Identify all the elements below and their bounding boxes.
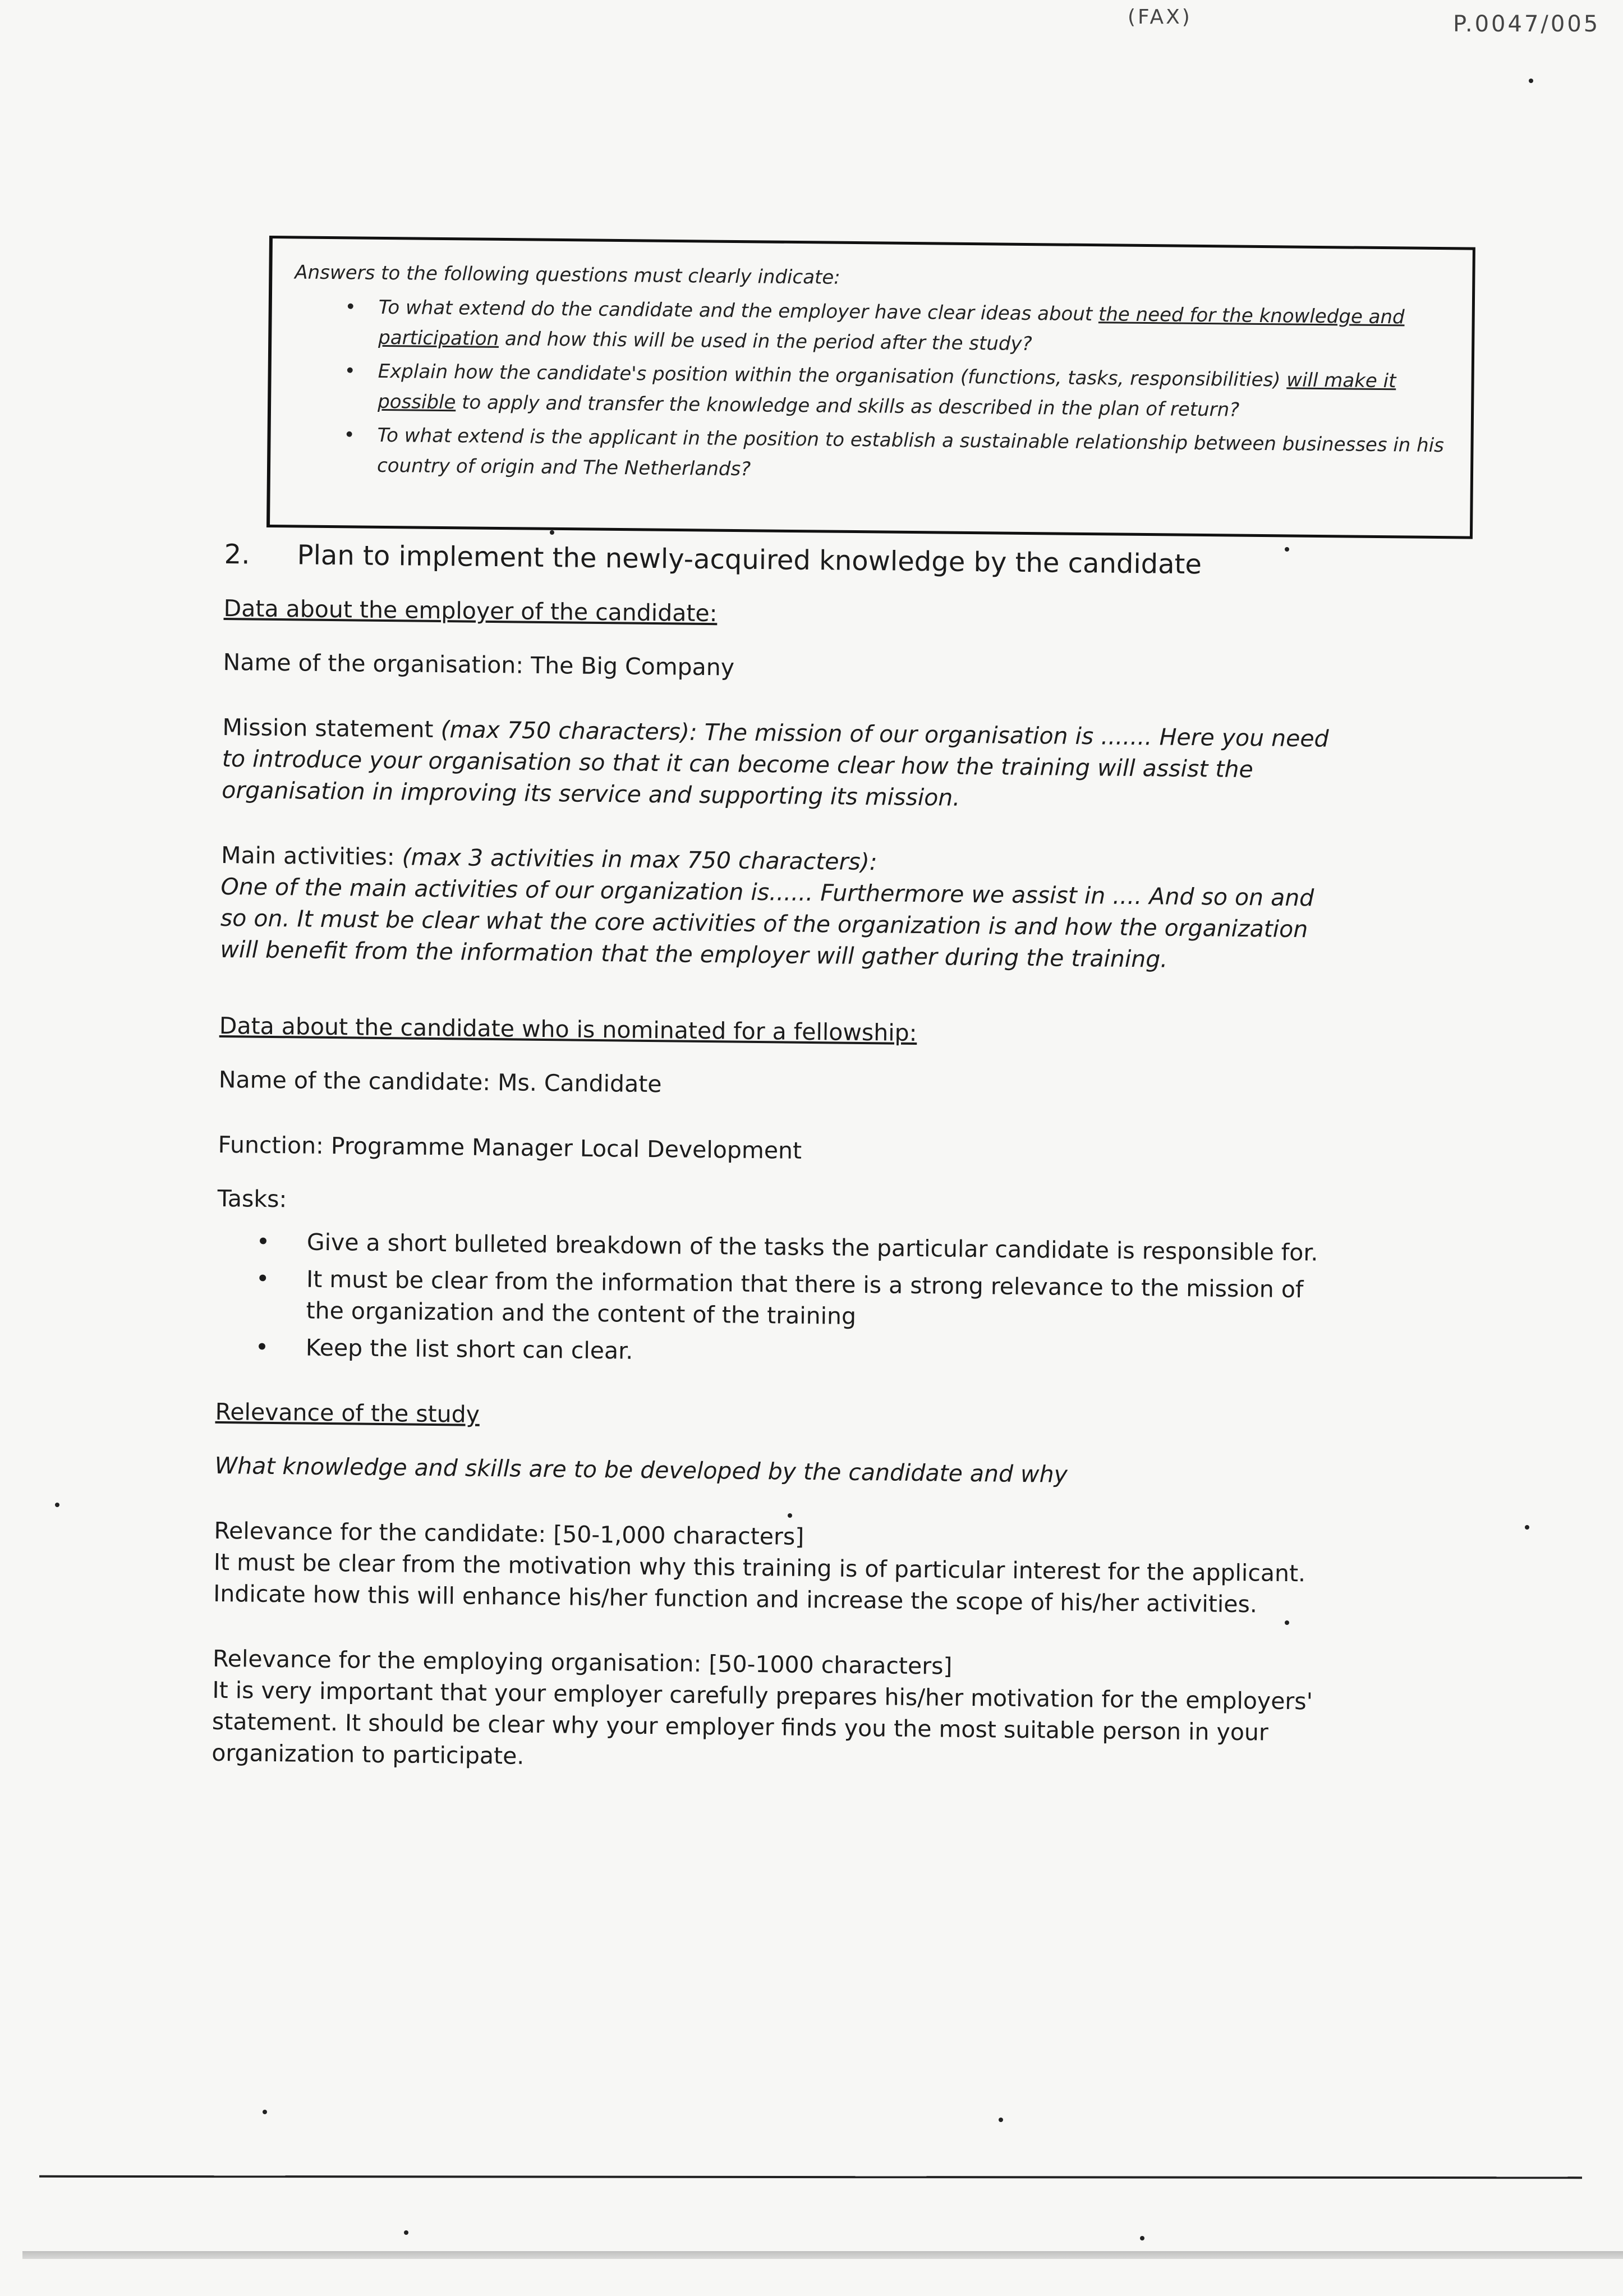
relevance-org-label: Relevance for the employing organisation: bbox=[212, 1645, 702, 1678]
instruction-item: • To what extend is the applicant in the position to establish a sustainable relationship between businesses in his country of origin and The Netherlands? bbox=[293, 419, 1449, 491]
relevance-org-text: It is very important that your employer carefully prepares his/her motivation for the employers' statement. It should be clear why your employer finds you the most suitable person in your organization to participate. bbox=[212, 1676, 1313, 1770]
candidate-function bbox=[218, 1129, 1340, 1172]
scan-speck bbox=[788, 1513, 792, 1518]
candidate-name-label: Name of the candidate: bbox=[218, 1066, 491, 1096]
task-item: • Give a short bulleted breakdown of the tasks the particular candidate is responsible for. bbox=[217, 1225, 1339, 1269]
scan-speck bbox=[999, 2118, 1003, 2122]
section-heading bbox=[224, 539, 1346, 582]
relevance-heading: Relevance of the study bbox=[215, 1398, 480, 1428]
scan-speck bbox=[1529, 79, 1533, 83]
relevance-candidate-label: Relevance for the candidate: bbox=[214, 1517, 546, 1548]
scan-speck bbox=[1285, 547, 1289, 552]
scan-speck bbox=[55, 1503, 59, 1507]
fax-header bbox=[0, 0, 1623, 50]
activities-hint: (max 3 activities in max 750 characters): bbox=[402, 843, 877, 876]
instruction-item: • Explain how the candidate's position within the organisation (functions, tasks, responsibilities) will make it possible to apply and transfer the knowledge and skills as described in the plan of return? bbox=[293, 355, 1449, 427]
scan-speck bbox=[550, 530, 554, 535]
tasks-list bbox=[216, 1225, 1339, 1374]
scan-speck bbox=[404, 2230, 408, 2235]
candidate-heading: Data about the candidate who is nominated for a fellowship: bbox=[219, 1012, 917, 1046]
instruction-item: • To what extend do the candidate and the employer have clear ideas about the need for the knowledge and participation and how this will be used in the period after the study? bbox=[294, 291, 1450, 363]
function-value: Programme Manager Local Development bbox=[330, 1132, 802, 1164]
relevance-organisation bbox=[212, 1643, 1335, 1780]
candidate-name bbox=[219, 1064, 1341, 1107]
relevance-question: What knowledge and skills are to be developed by the candidate and why bbox=[214, 1452, 1068, 1488]
scan-speck bbox=[263, 2110, 267, 2114]
task-item: • Keep the list short can clear. bbox=[216, 1331, 1338, 1374]
scan-speck bbox=[1140, 2236, 1144, 2240]
scan-edge bbox=[22, 2251, 1623, 2259]
relevance-candidate-text: It must be clear from the motivation why this training is of particular interest for the applicant. Indicate how this will enhance his/her function and increase the scope of his/her activities. bbox=[213, 1548, 1306, 1618]
section-title: Plan to implement the newly-acquired knowledge by the candidate bbox=[297, 539, 1202, 581]
scan-speck bbox=[1285, 1620, 1289, 1625]
function-label: Function: bbox=[218, 1131, 324, 1159]
organisation-name-value: The Big Company bbox=[530, 651, 735, 681]
form-content bbox=[211, 539, 1346, 1814]
mission-text: (max 750 characters): The mission of our organisation is ....... Here you need to introduce your organisation so that it can become clear how the training will assist the organisation in improving its service and supporting its mission. bbox=[222, 716, 1329, 811]
candidate-name-value: Ms. Candidate bbox=[497, 1069, 662, 1098]
tasks-label: Tasks: bbox=[217, 1184, 287, 1213]
main-activities bbox=[220, 839, 1343, 977]
fax-header-label: (FAX) bbox=[1128, 6, 1192, 29]
relevance-org-limit: [50-1000 characters] bbox=[709, 1650, 953, 1680]
instructions-list bbox=[293, 291, 1450, 491]
instructions-box bbox=[266, 236, 1475, 539]
employer-heading: Data about the employer of the candidate: bbox=[223, 594, 718, 627]
relevance-candidate-limit: [50-1,000 characters] bbox=[553, 1521, 804, 1550]
activities-text: One of the main activities of our organization is...... Furthermore we assist in .... And so on and so on. It must be clear what the core activities of the organization is and how the organization will benefit from the information that the employer will gather during the training. bbox=[220, 873, 1314, 973]
scan-speck bbox=[1525, 1525, 1529, 1530]
organisation-name bbox=[223, 646, 1345, 690]
mission-label: Mission statement bbox=[222, 713, 434, 743]
section-number: 2. bbox=[224, 539, 250, 571]
activities-label: Main activities: bbox=[220, 841, 395, 871]
bottom-rule bbox=[39, 2175, 1582, 2179]
instructions-intro: Answers to the following questions must clearly indicate: bbox=[295, 261, 840, 289]
fax-page-number: P.0047/005 bbox=[1453, 11, 1601, 37]
task-item: • It must be clear from the information that there is a strong relevance to the mission of the organization and the content of the training bbox=[216, 1262, 1339, 1337]
organisation-name-label: Name of the organisation: bbox=[223, 648, 524, 679]
mission-statement bbox=[222, 711, 1345, 818]
relevance-candidate bbox=[213, 1515, 1336, 1621]
